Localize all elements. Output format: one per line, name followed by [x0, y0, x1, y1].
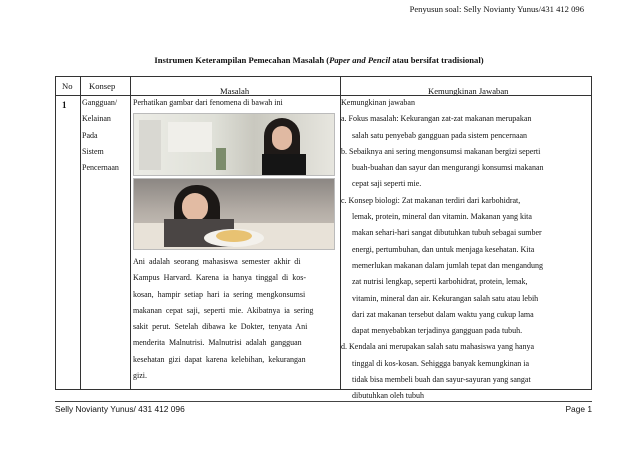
masalah-line: makanan cepat saji, seperti mie. Akibatnya ia sering	[133, 305, 314, 315]
header-konsep: Konsep	[89, 81, 116, 91]
masalah-line: Ani adalah seorang mahasiswa semester akhir di	[133, 257, 301, 266]
jawaban-line: zat nutrisi lengkap, seperti karbohidrat, protein, lemak,	[352, 277, 528, 287]
masalah-line: sakit perut. Setelah dibawa ke Dokter, tenyata Ani	[133, 322, 308, 332]
document-title	[0, 55, 638, 65]
page-header-author: Penyusun soal: Selly Novianty Yunus/431 412 096	[409, 4, 584, 14]
cabinet-shape	[168, 122, 212, 152]
konsep-cell	[82, 95, 126, 176]
table-divider	[130, 77, 131, 389]
jawaban-line: dari zat makanan tersebut dalam waktu yang cukup lama	[352, 309, 534, 319]
jawaban-line: dibutuhkan oleh tubuh	[352, 391, 424, 401]
row-number: 1	[62, 100, 67, 110]
footer-author: Selly Novianty Yunus/ 431 412 096	[55, 404, 185, 414]
page-number: Page 1	[565, 404, 592, 414]
header-no: No	[62, 81, 73, 91]
header-jawaban: Kemungkinan Jawaban	[428, 86, 509, 96]
masalah-line: gizi.	[133, 371, 147, 381]
masalah-text	[133, 254, 335, 384]
title-italic: Paper and Pencil	[329, 55, 391, 65]
face-shape	[182, 193, 208, 221]
title-suffix: atau bersifat tradisional)	[390, 55, 484, 65]
jawaban-line: energi, pertumbuhan, dan untuk menjaga kesehatan. Kita	[352, 244, 535, 254]
title-prefix: Instrumen Keterampilan Pemecahan Masalah (	[154, 55, 330, 65]
header-masalah: Masalah	[220, 86, 250, 96]
jawaban-cell	[341, 95, 591, 405]
noodles-shape	[216, 230, 252, 242]
bottle-shape	[216, 148, 226, 170]
jawaban-line: dapat menyebabkan terjadinya gangguan pada tubuh.	[352, 326, 523, 336]
masalah-line: Kampus Harvard. Karena ia hanya tinggal di kos-	[133, 273, 307, 283]
masalah-line: kesehatan gizi dapat karena kelebihan, kekurangan	[133, 354, 306, 364]
jawaban-line: Kemungkinan jawaban	[341, 98, 415, 107]
jawaban-line: lemak, protein, mineral dan vitamin. Makanan yang kita	[352, 212, 532, 222]
jawaban-line: salah satu penyebab gangguan pada sistem pencernaan	[352, 130, 528, 140]
konsep-line: Pencernaan	[82, 163, 119, 173]
konsep-line: Sistem	[82, 146, 104, 156]
konsep-line: Kelainan	[82, 114, 111, 124]
jawaban-line: makan sehari-hari sangat dibutuhkan tubuh sebagai sumber	[352, 228, 542, 238]
masalah-line: menderita Malnutrisi. Malnutrisi adalah gangguan	[133, 338, 302, 348]
jawaban-line: a. Fokus masalah: Kekurangan zat-zat makanan merupakan	[341, 114, 532, 124]
window-shape	[139, 120, 161, 170]
masalah-intro: Perhatikan gambar dari fenomena di bawah ini	[133, 98, 283, 107]
jawaban-line: vitamin, mineral dan air. Kekurangan salah satu atau lebih	[352, 293, 539, 303]
jawaban-line: c. Konsep biologi: Zat makanan terdiri dari karbohidrat,	[341, 195, 521, 205]
shirt-shape	[262, 154, 306, 176]
table-divider	[80, 77, 81, 389]
jawaban-line: d. Kendala ani merupakan salah satu mahasiswa yang hanya	[341, 342, 535, 352]
jawaban-line: memerlukan makanan dalam jumlah tepat dan mengandung	[352, 260, 544, 270]
masalah-line: kosan, hampir setiap hari ia sering mengkonsumsi	[133, 289, 306, 299]
jawaban-line: tinggal di kos-kosan. Sehiggga banyak kemungkinan ia	[352, 358, 530, 368]
konsep-line: Pada	[82, 130, 98, 140]
konsep-line: Gangguan/	[82, 98, 118, 107]
jawaban-line: b. Sebaiknya ani sering mengonsumsi makanan bergizi seperti	[341, 146, 541, 156]
jawaban-line: cepat saji seperti mie.	[352, 179, 422, 189]
kitchen-photo	[133, 113, 335, 176]
footer-divider	[55, 401, 592, 402]
jawaban-line: buah-buahan dan sayur dan mengurangi konsumsi makanan	[352, 163, 544, 173]
eating-noodles-photo	[133, 178, 335, 250]
jawaban-line: tidak bisa membeli buah dan sayur-sayuran yang sangat	[352, 375, 531, 385]
face-shape	[272, 126, 292, 150]
